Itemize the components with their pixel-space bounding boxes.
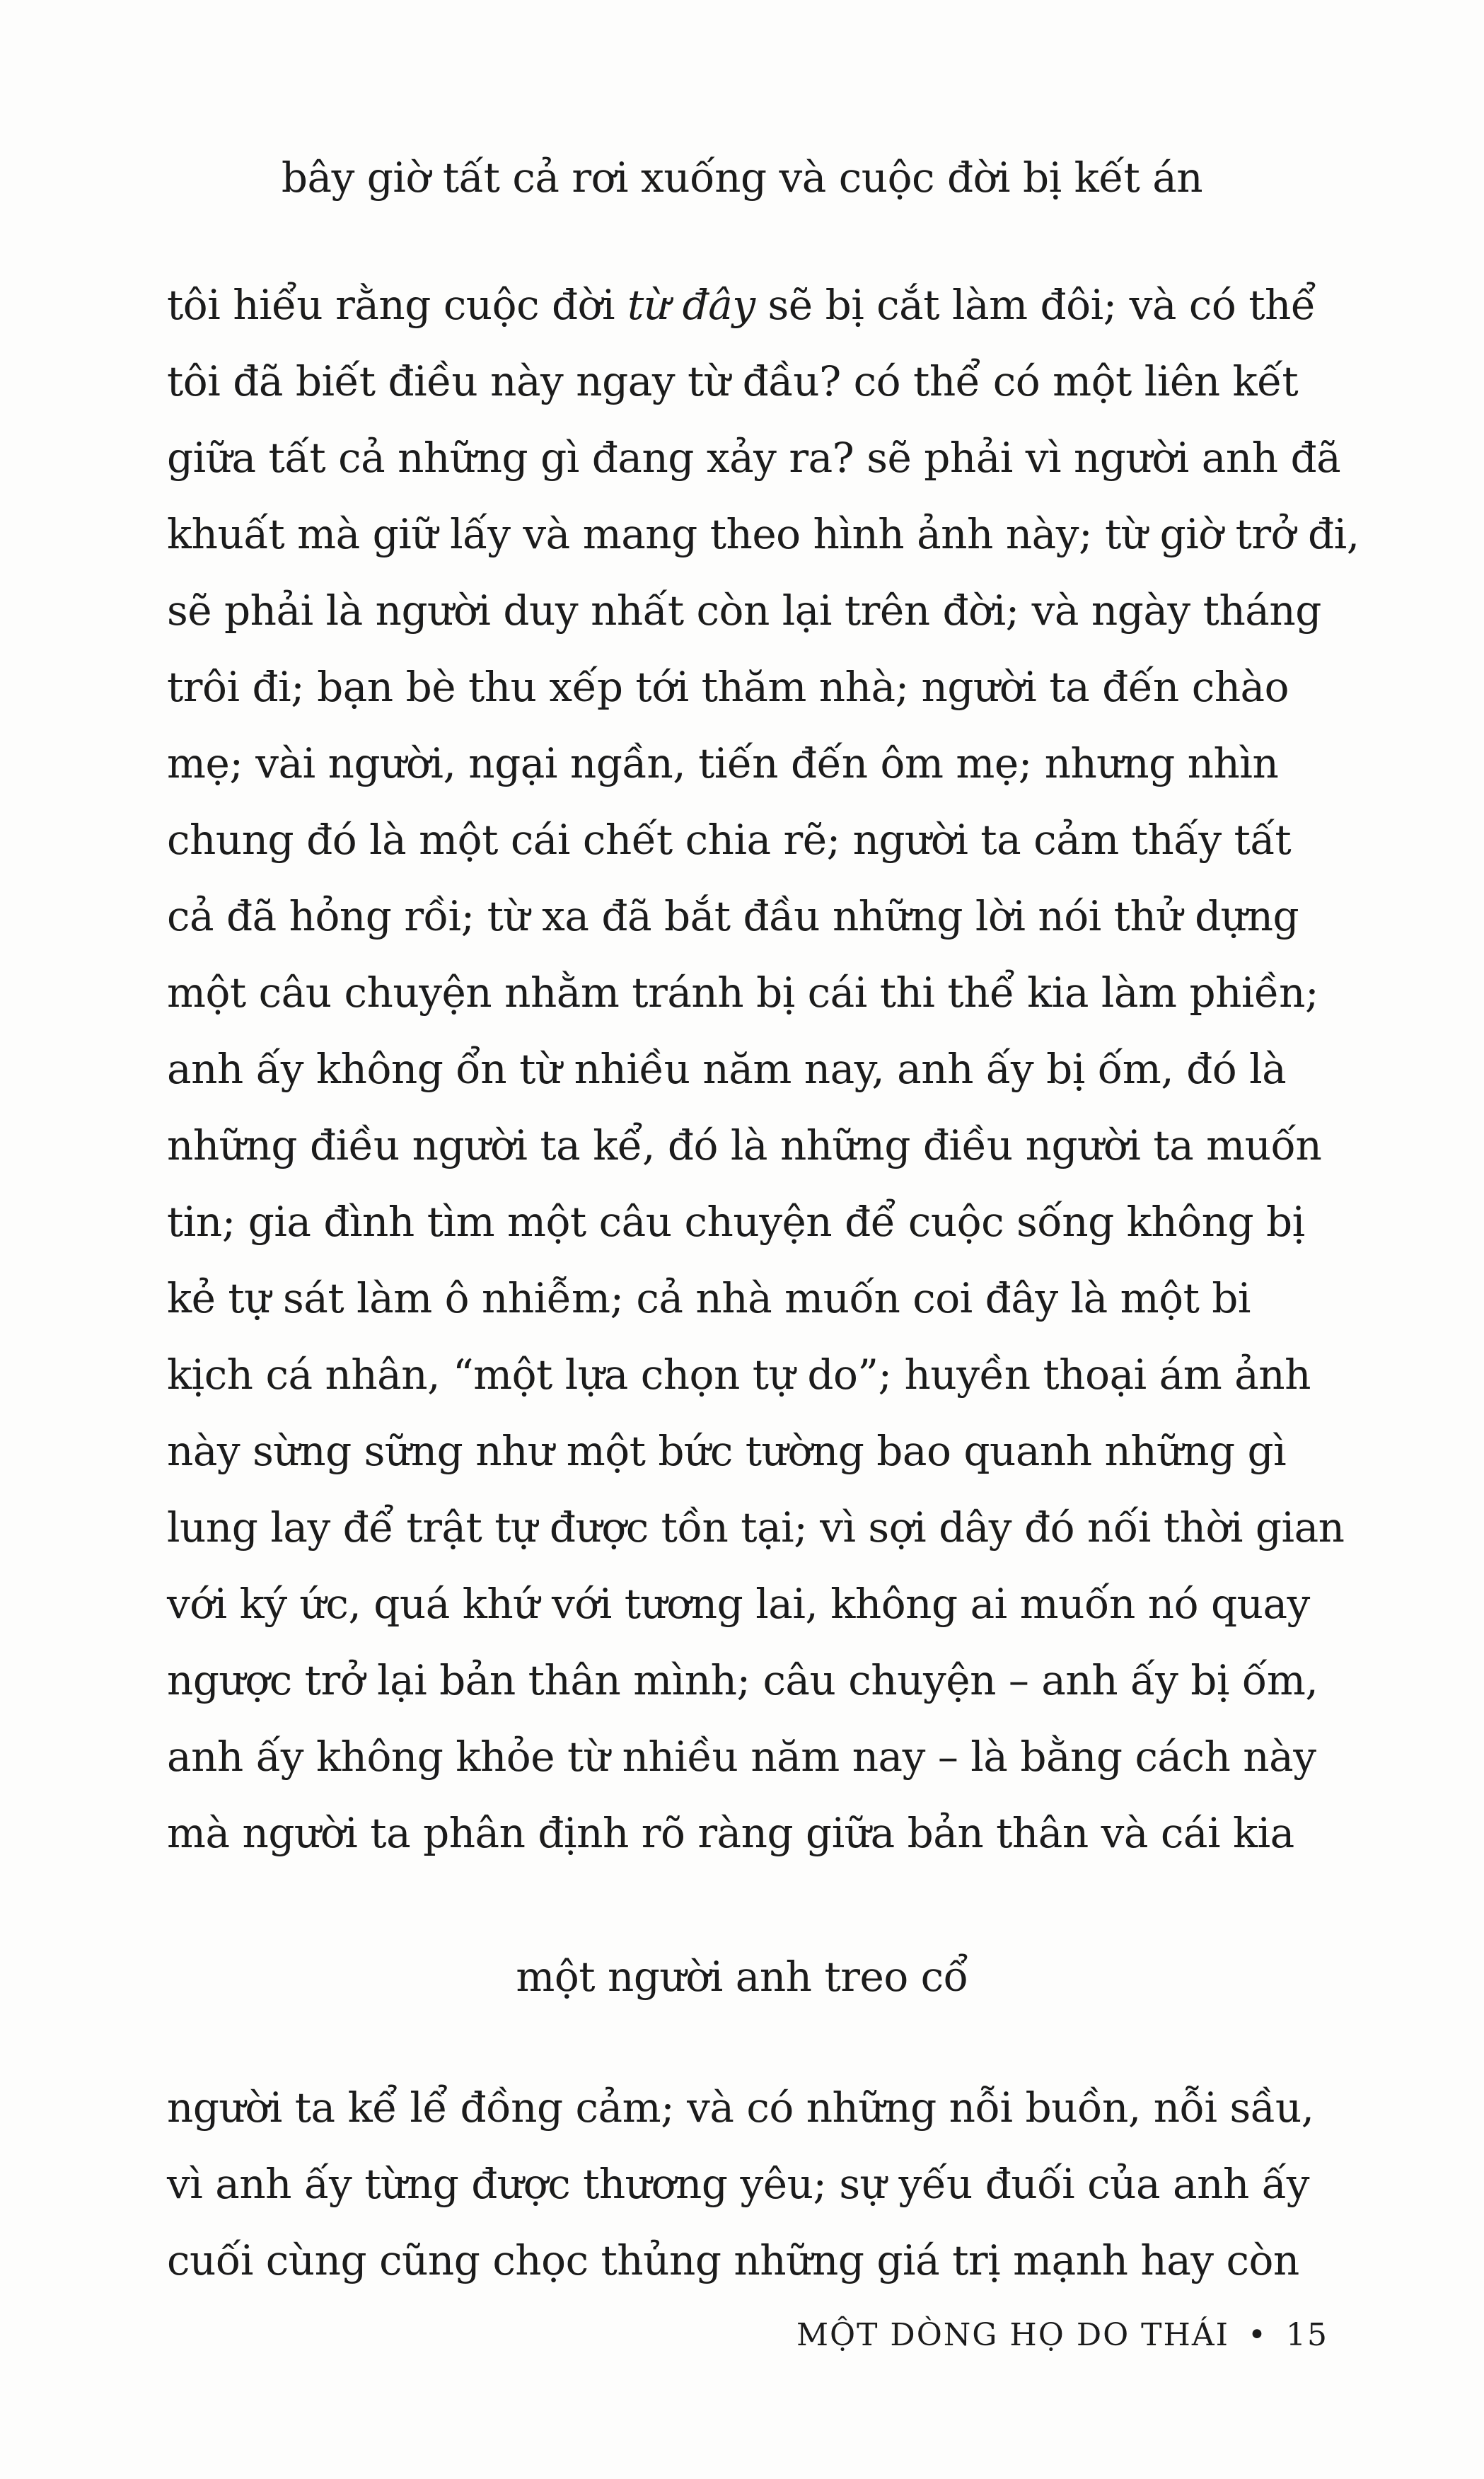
line-text-before: tôi hiểu rằng cuộc đời <box>167 281 628 329</box>
section-heading: bây giờ tất cả rơi xuống và cuộc đời bị kết án <box>281 154 1203 202</box>
paragraph-1-line: khuất mà giữ lấy và mang theo hình ảnh này; từ giờ trở đi, <box>167 510 1360 558</box>
footer-book-title: MỘT DÒNG HỌ DO THÁI <box>796 2317 1230 2353</box>
paragraph-1-line: chung đó là một cái chết chia rẽ; người ta cảm thấy tất <box>167 816 1292 864</box>
paragraph-1-line: với ký ức, quá khứ với tương lai, không ai muốn nó quay <box>167 1580 1310 1628</box>
paragraph-1-line: trôi đi; bạn bè thu xếp tới thăm nhà; người ta đến chào <box>167 663 1289 711</box>
paragraph-1-line: mẹ; vài người, ngại ngần, tiến đến ôm mẹ; nhưng nhìn <box>167 739 1279 787</box>
paragraph-1-line: mà người ta phân định rõ ràng giữa bản thân và cái kia <box>167 1809 1294 1857</box>
running-footer <box>796 2317 1328 2353</box>
paragraph-1-line: tin; gia đình tìm một câu chuyện để cuộc sống không bị <box>167 1198 1305 1246</box>
paragraph-1-line: giữa tất cả những gì đang xảy ra? sẽ phải vì người anh đã <box>167 434 1341 482</box>
paragraph-1-line: kịch cá nhân, “một lựa chọn tự do”; huyền thoại ám ảnh <box>167 1351 1311 1399</box>
italic-phrase: từ đây <box>627 281 755 329</box>
paragraph-2-line: cuối cùng cũng chọc thủng những giá trị mạnh hay còn <box>167 2236 1299 2284</box>
paragraph-1-line: tôi đã biết điều này ngay từ đầu? có thể có một liên kết <box>167 357 1299 405</box>
footer-separator: • <box>1248 2317 1268 2353</box>
line-text-after: sẽ bị cắt làm đôi; và có thể <box>755 281 1316 329</box>
paragraph-1-line: lung lay để trật tự được tồn tại; vì sợi dây đó nối thời gian <box>167 1503 1345 1551</box>
paragraph-1-line: một câu chuyện nhằm tránh bị cái thi thể kia làm phiền; <box>167 969 1319 1017</box>
paragraph-1-line: kẻ tự sát làm ô nhiễm; cả nhà muốn coi đây là một bi <box>167 1274 1251 1322</box>
paragraph-1-line: anh ấy không khỏe từ nhiều năm nay – là bằng cách này <box>167 1733 1316 1781</box>
page-number: 15 <box>1286 2317 1328 2353</box>
paragraph-2-line: vì anh ấy từng được thương yêu; sự yếu đuối của anh ấy <box>167 2160 1310 2208</box>
paragraph-1-line: những điều người ta kể, đó là những điều người ta muốn <box>167 1121 1322 1169</box>
paragraph-1-line-1 <box>167 281 1327 329</box>
subheading: một người anh treo cổ <box>516 1953 968 2001</box>
paragraph-1-line: này sừng sững như một bức tường bao quanh những gì <box>167 1427 1287 1475</box>
paragraph-1-line: ngược trở lại bản thân mình; câu chuyện – anh ấy bị ốm, <box>167 1656 1318 1704</box>
paragraph-1-line: cả đã hỏng rồi; từ xa đã bắt đầu những lời nói thử dựng <box>167 892 1299 940</box>
paragraph-1-line: anh ấy không ổn từ nhiều năm nay, anh ấy bị ốm, đó là <box>167 1045 1287 1093</box>
paragraph-1-line: sẽ phải là người duy nhất còn lại trên đời; và ngày tháng <box>167 586 1321 635</box>
paragraph-2-line: người ta kể lể đồng cảm; và có những nỗi buồn, nỗi sầu, <box>167 2084 1314 2132</box>
